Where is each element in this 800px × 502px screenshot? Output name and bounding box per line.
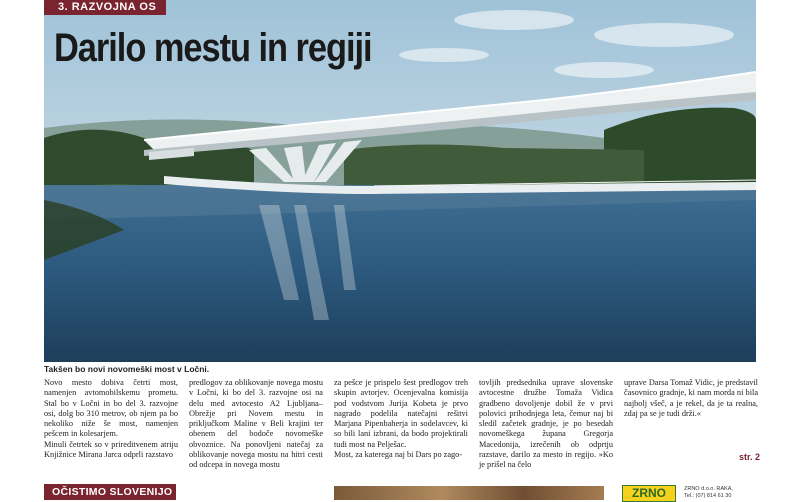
paragraph: Most, za katerega naj bi Dars po zago- [334,450,463,460]
bottom-strip [0,484,800,500]
column-2 [189,378,323,471]
paragraph: uprave Darsa Tomaž Vidic, je predstavil časovnico gradnje, ki nam morda ni bila najbolj všeč, a je rekel, da je ta realna, zdaj pa se je tudi drži.« [624,378,758,418]
paragraph: za pešce je prispelo šest predlogov treh skupin avtorjev. Ocenjevalna komisija pod vodstvom Jurija Kobeta je prvo nagrado podelila natečajni rešitvi Marjana Pipenbaherja in sodelavcev, ki so bili lani izbrani, da bodo projektirali tudi most na Pelješac. [334,378,468,449]
paragraph: tovljih predsednika uprave slovenske avtocestne družbe Tomaža Vidica gradbeno dovoljenje dobil že v prvi polovici prihodnjega leta, čemur naj bi sledil začetek gradnje, je po besedah novomeškega župana Gregorja Macedonija, izrečenih ob odprtju razstave, darilo za mesto in regijo. »Ko je prišel na čelo [479,378,613,470]
article-body [44,378,760,476]
column-3 [334,378,468,460]
hero-photo [44,0,756,362]
ad-line: Tel.: (07) 814 61 30 [684,492,732,499]
paragraph: predlogov za oblikovanje novega mostu v Ločni, ki bo del 3. razvojne osi na delu med avtocesto A2 Ljubljana–Obrežje pri Novem mestu in priključkom Maline v Beli krajini ter obenem del bodoče novomeške obvoznice. Na ponovljeni natečaj za oblikovanje novega mostu na hitri cesti od odcepa in novega mostu [189,378,323,470]
headline: Darilo mestu in regiji [54,26,372,70]
ad-logo: ZRNO [622,485,676,502]
paragraph: Minuli četrtek so v prireditvenem atriju Knjižnice Mirana Jarca odprli razstavo [44,439,178,460]
column-1 [44,378,178,460]
column-5 [624,378,758,419]
paragraph: Novo mesto dobiva četrti most, namenjen avtomobilskemu prometu. Stal bo v Ločni in bo del 3. razvojne osi, dolg bo 310 metrov, ob njem pa bo nekoliko niže še most, namenjen pešcem in kolesarjem. [44,378,178,439]
section-kicker: 3. RAZVOJNA OS [44,0,166,15]
ad-text [684,486,733,499]
ad-line: ZRNO d.o.o. RAKA, [684,486,733,492]
page-reference[interactable]: str. 2 [738,452,760,462]
promo-banner[interactable]: OČISTIMO SLOVENIJO [44,484,176,500]
column-4 [479,378,613,471]
teaser-photo [334,486,604,500]
photo-caption: Takšen bo novi novomeški most v Ločni. [44,364,210,374]
